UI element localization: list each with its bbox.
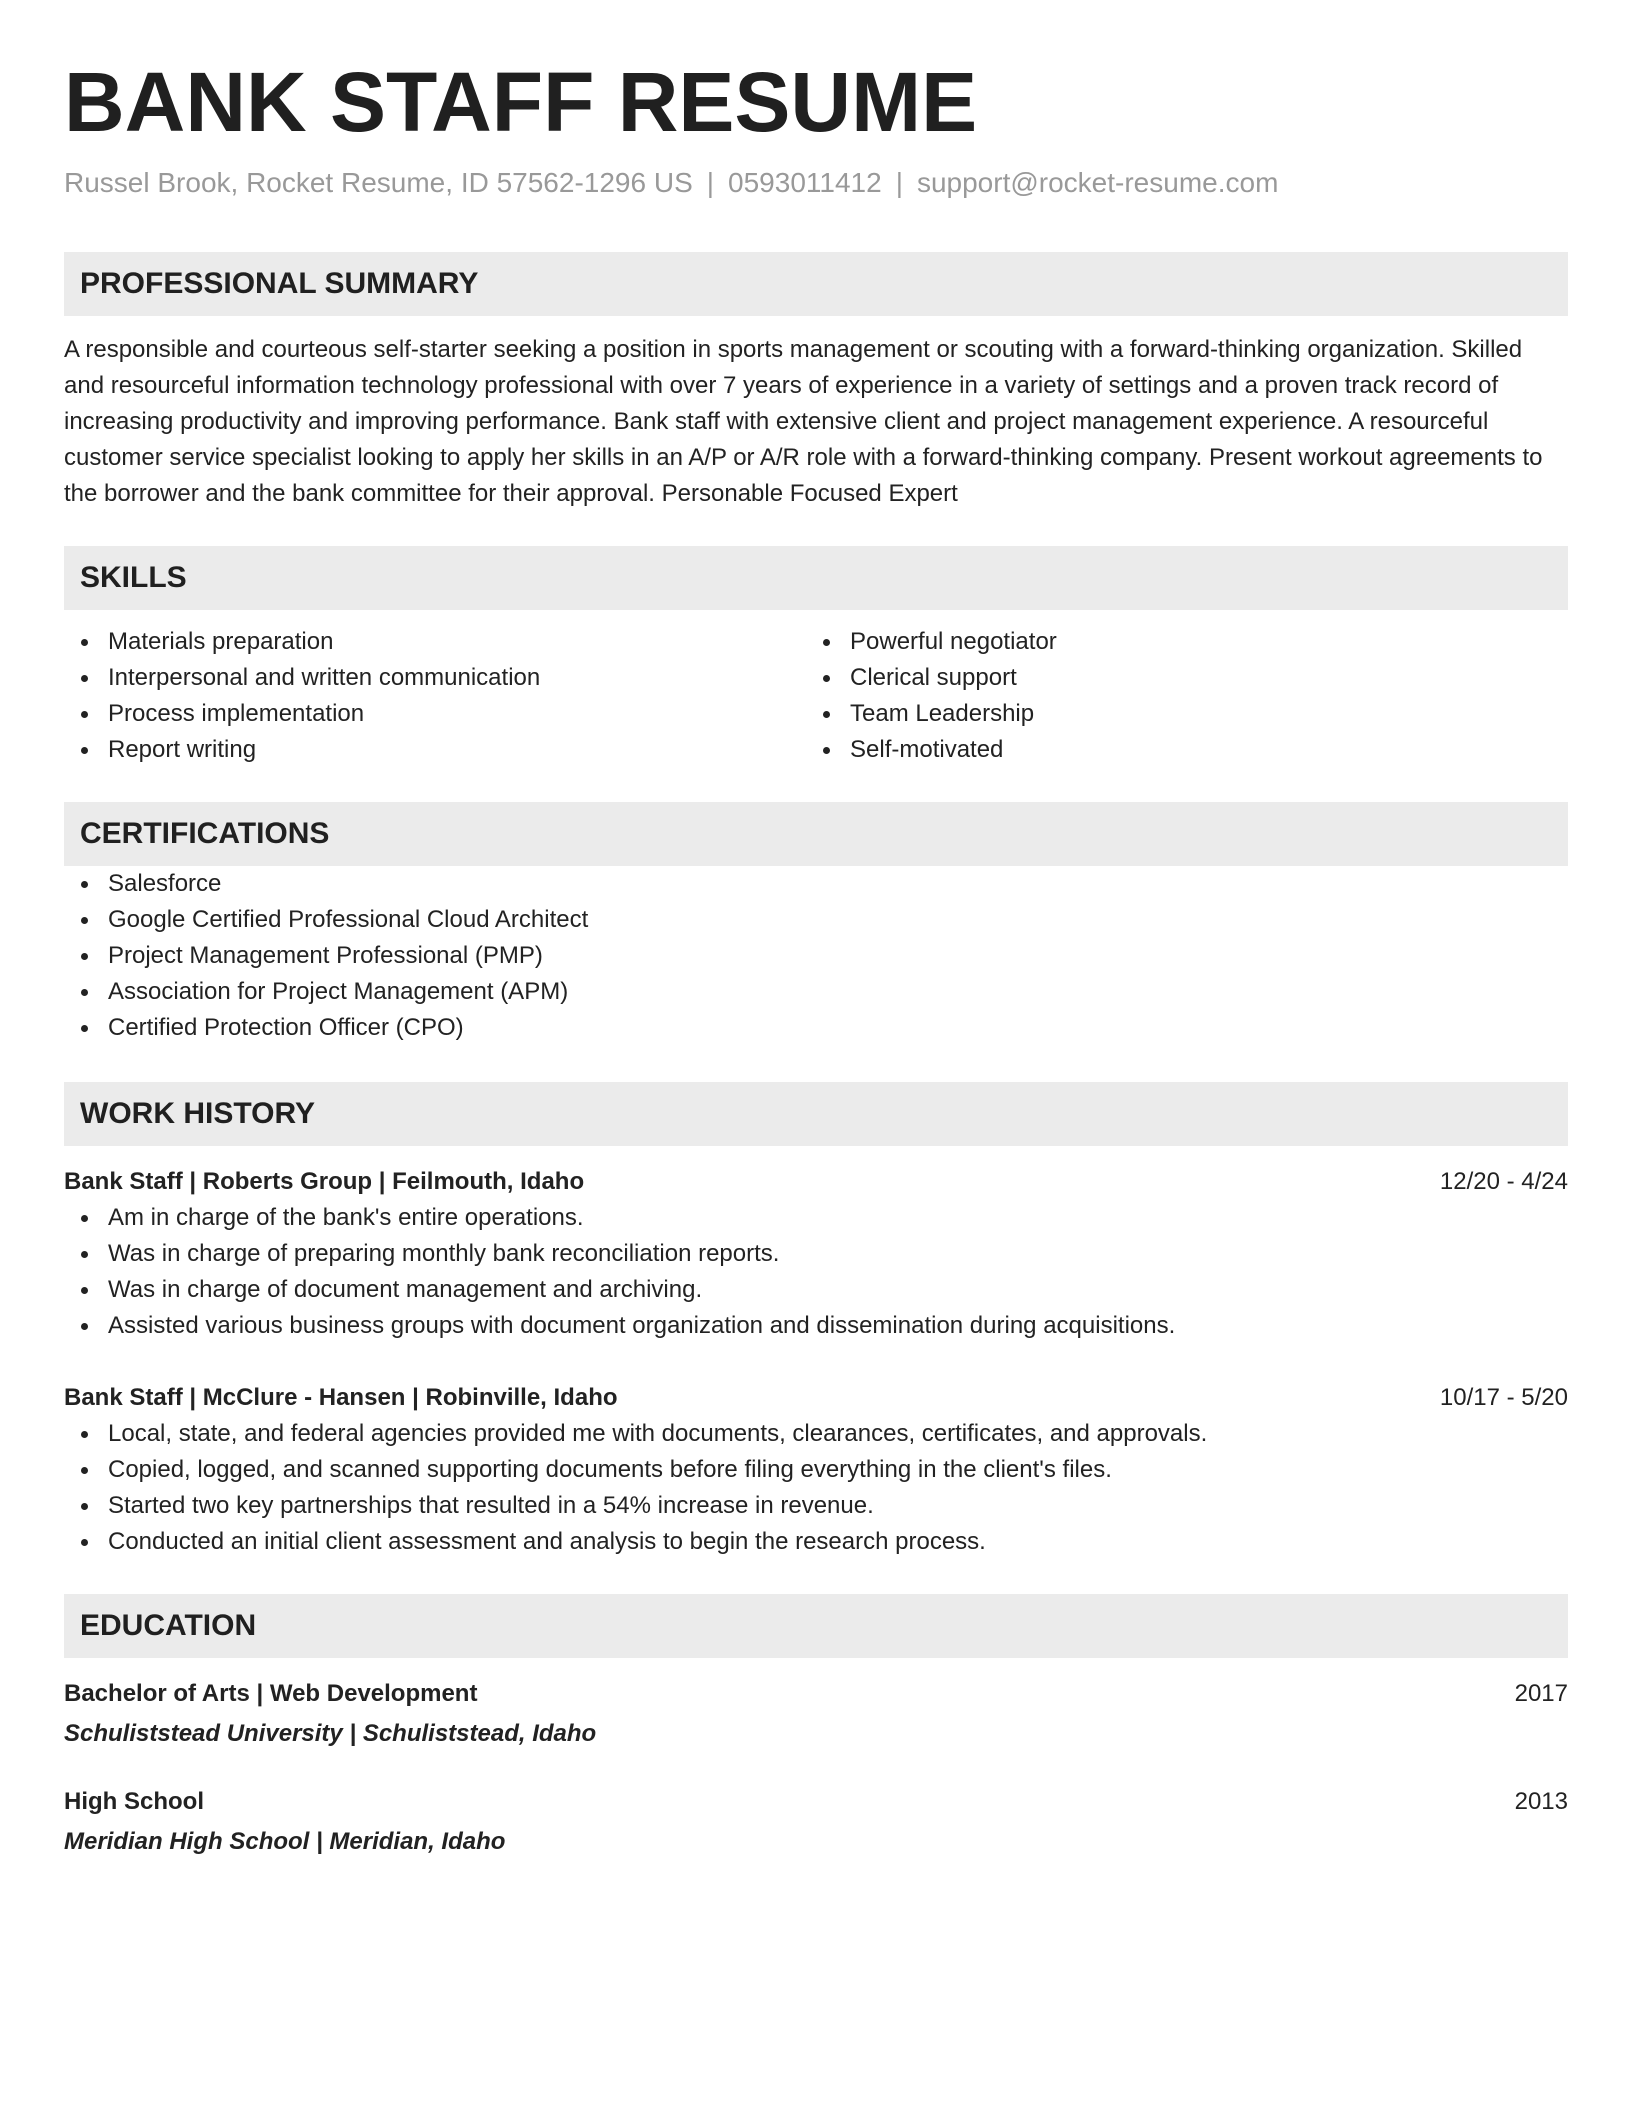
skills-list-right xyxy=(806,624,1548,768)
job-title: Bank Staff | Roberts Group | Feilmouth, Idaho xyxy=(64,1168,585,1195)
job-entry xyxy=(64,1380,1568,1560)
education-entry xyxy=(64,1676,1568,1752)
job-duty-item: Conducted an initial client assessment and analysis to begin the research process. xyxy=(64,1524,1568,1560)
certification-item: Certified Protection Officer (CPO) xyxy=(64,1010,1568,1046)
education-school: Meridian High School | Meridian, Idaho xyxy=(64,1828,506,1855)
education-header xyxy=(64,1784,1568,1820)
job-header xyxy=(64,1380,1568,1416)
education-entry xyxy=(64,1784,1568,1860)
job-duty-item: Local, state, and federal agencies provided me with documents, clearances, certificates, and approvals. xyxy=(64,1416,1568,1452)
job-entry xyxy=(64,1164,1568,1344)
skill-item: Self-motivated xyxy=(806,732,1548,768)
contact-separator: | xyxy=(706,167,715,198)
contact-address: Russel Brook, Rocket Resume, ID 57562-1296 US xyxy=(64,167,693,198)
education-degree: Bachelor of Arts | Web Development xyxy=(64,1680,478,1707)
contact-line xyxy=(64,166,1568,200)
skills-list-left xyxy=(64,624,806,768)
job-duties-list xyxy=(64,1416,1568,1560)
skill-item: Report writing xyxy=(64,732,806,768)
skills-grid xyxy=(64,624,1568,768)
section-heading-education: EDUCATION xyxy=(64,1594,1568,1658)
job-duty-item: Started two key partnerships that resulted in a 54% increase in revenue. xyxy=(64,1488,1568,1524)
certification-item: Project Management Professional (PMP) xyxy=(64,938,1568,974)
contact-separator: | xyxy=(895,167,903,198)
contact-phone: 0593011412 xyxy=(728,167,882,198)
job-dates: 12/20 - 4/24 xyxy=(1439,1168,1568,1195)
education-year: 2013 xyxy=(1514,1788,1568,1815)
job-dates: 10/17 - 5/20 xyxy=(1439,1384,1568,1411)
job-duty-item: Was in charge of document management and archiving. xyxy=(64,1272,1568,1308)
job-duties-list xyxy=(64,1200,1568,1344)
education-school: Schuliststead University | Schuliststead, Idaho xyxy=(64,1720,597,1747)
section-heading-certifications: CERTIFICATIONS xyxy=(64,802,1568,866)
certification-item: Association for Project Management (APM) xyxy=(64,974,1568,1010)
job-duty-item: Am in charge of the bank's entire operations. xyxy=(64,1200,1568,1236)
skill-item: Clerical support xyxy=(806,660,1548,696)
job-duty-item: Copied, logged, and scanned supporting documents before filing everything in the client's files. xyxy=(64,1452,1568,1488)
section-heading-work-history: WORK HISTORY xyxy=(64,1082,1568,1146)
education-degree: High School xyxy=(64,1788,204,1815)
certification-item: Salesforce xyxy=(64,866,1568,902)
summary-text: A responsible and courteous self-starter seeking a position in sports management or scouting with a forward-thinking organization. Skilled and resourceful information technology professional with over 7 years of experience in a variety of settings and a proven track record of increasing productivity and improving performance. Bank staff with extensive client and project management experience. A resourceful customer service specialist looking to apply her skills in an A/P or A/R role with a forward-thinking company. Present workout agreements to the borrower and the bank committee for their approval. Personable Focused Expert xyxy=(64,336,1543,507)
education-year: 2017 xyxy=(1514,1680,1568,1707)
job-header xyxy=(64,1164,1568,1200)
section-heading-summary: PROFESSIONAL SUMMARY xyxy=(64,252,1568,316)
skill-item: Team Leadership xyxy=(806,696,1548,732)
job-duty-item: Assisted various business groups with document organization and dissemination during acquisitions. xyxy=(64,1308,1568,1344)
education-header xyxy=(64,1676,1568,1712)
job-duty-item: Was in charge of preparing monthly bank reconciliation reports. xyxy=(64,1236,1568,1272)
skill-item: Interpersonal and written communication xyxy=(64,660,806,696)
skill-item: Process implementation xyxy=(64,696,806,732)
resume-title: BANK STAFF RESUME xyxy=(64,55,978,149)
job-title: Bank Staff | McClure - Hansen | Robinville, Idaho xyxy=(64,1384,618,1411)
contact-email: support@rocket-resume.com xyxy=(916,167,1279,198)
certifications-list xyxy=(64,866,1568,1046)
section-heading-skills: SKILLS xyxy=(64,546,1568,610)
certification-item: Google Certified Professional Cloud Architect xyxy=(64,902,1568,938)
skill-item: Materials preparation xyxy=(64,624,806,660)
skill-item: Powerful negotiator xyxy=(806,624,1548,660)
